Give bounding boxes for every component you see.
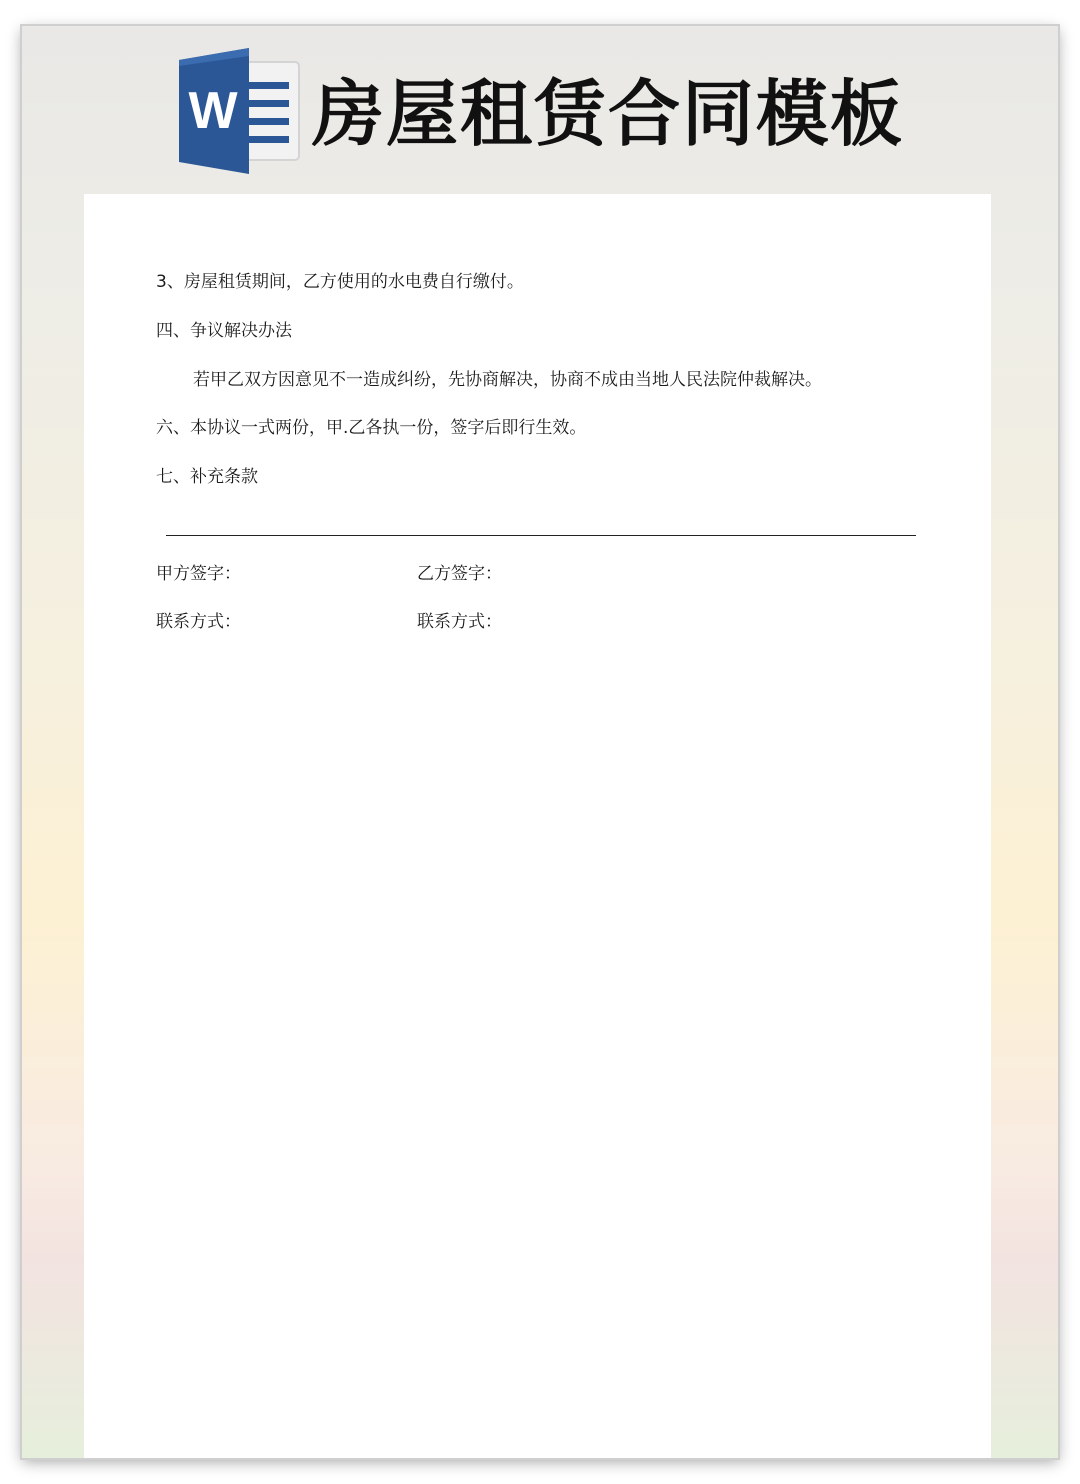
divider-line (166, 535, 916, 536)
party-b-contact-label: 联系方式： (417, 612, 502, 632)
header (22, 26, 1058, 194)
party-a-contact-label: 联系方式： (156, 612, 241, 632)
section-supplementary-terms: 七、补充条款 (156, 467, 258, 487)
section-copies: 六、本协议一式两份，甲.乙各执一份，签字后即行生效。 (156, 418, 587, 438)
party-a-signature-label: 甲方签字： (156, 564, 241, 584)
logo-letter: W (188, 82, 238, 140)
document-frame (22, 26, 1058, 1458)
document-page (84, 194, 991, 1458)
word-icon (175, 48, 303, 174)
page-title: 房屋租赁合同模板 (312, 72, 905, 156)
clause-3-water-electricity: 3、房屋租赁期间，乙方使用的水电费自行缴付。 (156, 272, 524, 292)
party-b-signature-label: 乙方签字： (417, 564, 502, 584)
dispute-resolution-text: 若甲乙双方因意见不一造成纠纷，先协商解决，协商不成由当地人民法院仲裁解决。 (193, 370, 822, 390)
section-dispute-resolution: 四、争议解决办法 (156, 321, 292, 341)
